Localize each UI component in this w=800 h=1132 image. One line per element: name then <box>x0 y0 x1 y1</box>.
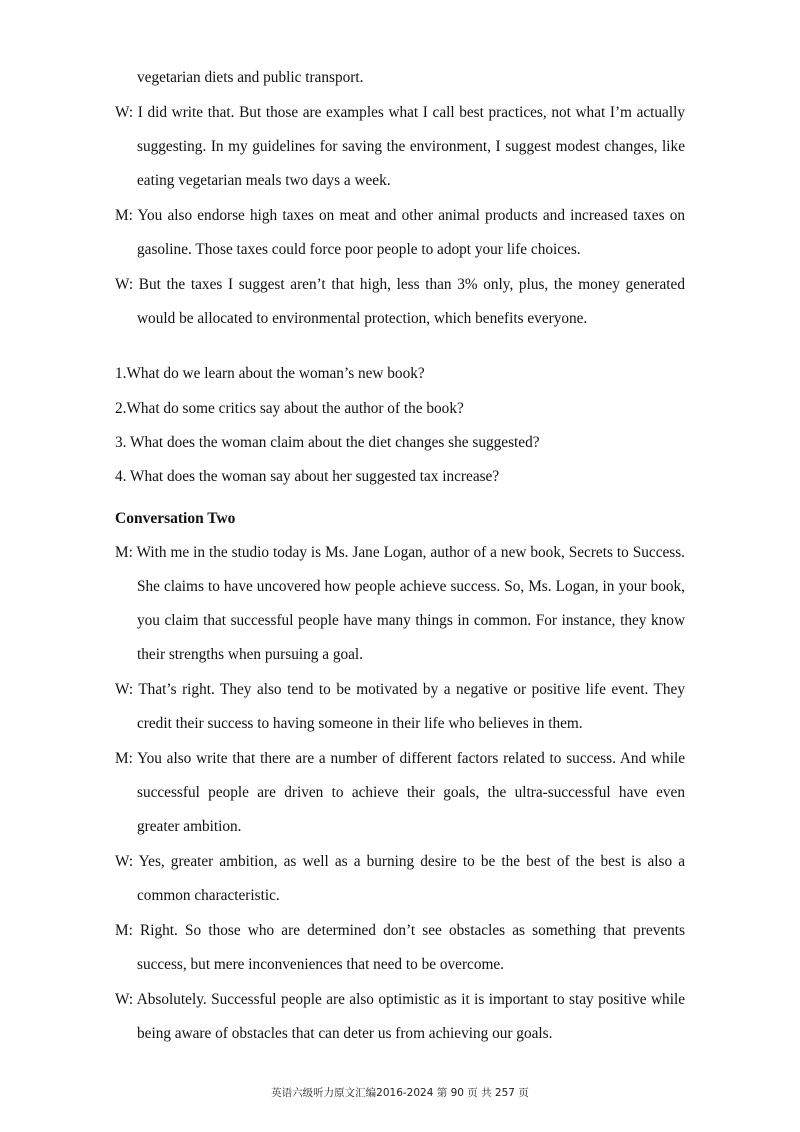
transcript-line: M: You also endorse high taxes on meat and other animal products and increased taxes on <box>115 207 685 224</box>
transcript-line: success, but mere inconveniences that need to be overcome. <box>137 956 504 973</box>
transcript-line: successful people are driven to achieve their goals, the ultra-successful have even <box>137 784 685 801</box>
transcript-line: eating vegetarian meals two days a week. <box>137 172 391 189</box>
question-item: 3. What does the woman claim about the diet changes she suggested? <box>115 434 540 451</box>
transcript-line: greater ambition. <box>137 818 242 835</box>
transcript-line: you claim that successful people have many things in common. For instance, they know <box>137 612 685 629</box>
transcript-line: W: That’s right. They also tend to be motivated by a negative or positive life event. They <box>115 681 685 698</box>
transcript-line: credit their success to having someone in their life who believes in them. <box>137 715 583 732</box>
question-item: 2.What do some critics say about the author of the book? <box>115 400 464 417</box>
transcript-line: common characteristic. <box>137 887 280 904</box>
transcript-line: gasoline. Those taxes could force poor people to adopt your life choices. <box>137 241 581 258</box>
transcript-line: would be allocated to environmental protection, which benefits everyone. <box>137 310 588 327</box>
transcript-line: W: Absolutely. Successful people are also optimistic as it is important to stay positive while <box>115 991 685 1008</box>
transcript-line: suggesting. In my guidelines for saving the environment, I suggest modest changes, like <box>137 138 685 155</box>
transcript-line: their strengths when pursuing a goal. <box>137 646 364 663</box>
transcript-line: She claims to have uncovered how people achieve success. So, Ms. Logan, in your book, <box>137 578 685 595</box>
transcript-line: M: You also write that there are a number of different factors related to success. And while <box>115 750 685 767</box>
page-footer: 英语六级听力原文汇编2016-2024 第 90 页 共 257 页 <box>271 1087 529 1099</box>
transcript-line: W: Yes, greater ambition, as well as a burning desire to be the best of the best is also a <box>115 853 685 870</box>
transcript-line: M: With me in the studio today is Ms. Jane Logan, author of a new book, Secrets to Success. <box>115 544 685 561</box>
question-item: 4. What does the woman say about her suggested tax increase? <box>115 468 500 485</box>
section-heading: Conversation Two <box>115 510 236 527</box>
transcript-line: M: Right. So those who are determined don’t see obstacles as something that prevents <box>115 922 685 939</box>
question-item: 1.What do we learn about the woman’s new book? <box>115 365 425 382</box>
transcript-line: W: I did write that. But those are examples what I call best practices, not what I’m actually <box>115 104 685 121</box>
transcript-line: vegetarian diets and public transport. <box>137 69 364 86</box>
transcript-line: W: But the taxes I suggest aren’t that high, less than 3% only, plus, the money generated <box>115 276 685 293</box>
transcript-line: being aware of obstacles that can deter us from achieving our goals. <box>137 1025 553 1042</box>
